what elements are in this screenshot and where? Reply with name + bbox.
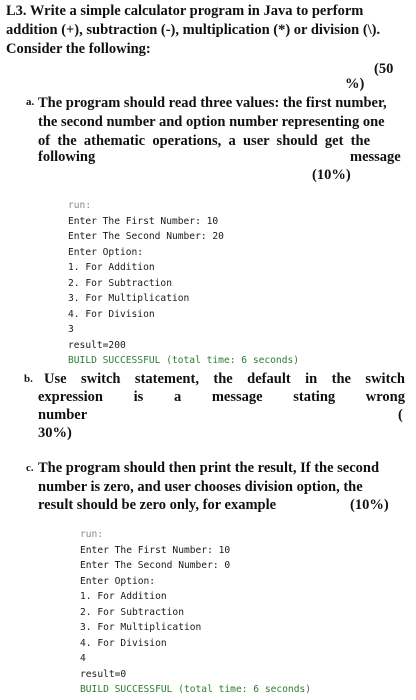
part-b-word: a [173,389,182,405]
part-b-word: expression [38,389,103,405]
part-a-marks: (10%) [312,167,351,183]
console-a-run-label: run: [68,200,92,211]
part-b-line-3-right: ( [398,407,403,423]
part-a-line-4-right: message [350,149,401,165]
console-a-line: 2. For Subtraction [68,277,172,289]
part-b-word: switch [81,371,121,387]
console-a-line: 3. For Multiplication [68,293,190,304]
console-a-line: Enter The Second Number: 20 [68,231,224,242]
part-b-line-1 [44,370,405,389]
console-a-line: Enter The First Number: 10 [68,215,219,227]
part-b-line-2 [38,388,405,407]
part-b-word: switch [365,371,405,387]
part-b-word: message [211,389,263,405]
console-c-line: Enter The Second Number: 0 [80,560,231,571]
console-c-line: Enter The First Number: 10 [80,544,231,556]
part-b-word: Use [44,371,67,387]
console-a-line: 4. For Division [68,308,155,320]
console-c-line: result=0 [80,668,127,680]
part-b-word: is [133,389,144,405]
console-c-line: 4 [80,653,86,664]
part-a-line-4-left: following [38,149,96,165]
console-a-line: 3 [68,324,74,335]
console-a-line: 1. For Addition [68,262,155,273]
question-line-1: L3. Write a simple calculator program in Java to perform [6,3,364,19]
part-c-line-2: number is zero, and user chooses division option, the [38,479,363,495]
part-b-word: in [305,371,318,387]
question-marks-part-2: %) [345,76,365,92]
console-a-line: result=200 [68,339,126,351]
question-marks-part-1: (50 [374,61,394,77]
part-b-word: stating [293,389,336,405]
console-c-run-label: run: [80,529,104,540]
part-b-line-4: 30%) [38,425,72,441]
console-output-a [68,198,299,369]
part-a-line-3: of the athematic operations, a user should get the [38,133,371,149]
part-a-line-1: The program should read three values: the first number, [38,95,387,111]
part-b-word: the [213,371,233,387]
part-b-word: statement, [134,371,199,387]
part-a-line-2: the second number and option number representing one [38,114,385,130]
console-c-line: 2. For Subtraction [80,606,184,618]
part-a-marker: a. [26,96,35,108]
part-c-line-3-left: result should be zero only, for example [38,497,277,513]
part-b-line-3-left: number [38,407,88,423]
question-line-3: Consider the following: [6,41,151,57]
console-c-build-status: BUILD SUCCESSFUL (total time: 6 seconds) [80,684,312,695]
console-c-line: 1. For Addition [80,591,167,602]
part-c-marker: c. [26,462,34,474]
question-line-2: addition (+), subtraction (-), multiplication (*) or division (\). [6,22,381,38]
part-c-line-3-right: (10%) [350,497,389,513]
part-c-line-1: The program should then print the result, If the second [38,460,380,476]
part-b-marker: b. [24,373,33,385]
part-b-word: default [247,371,291,387]
part-b-word: the [331,371,351,387]
console-c-line: 3. For Multiplication [80,622,202,633]
console-c-line: Enter Option: [80,575,156,587]
console-a-line: Enter Option: [68,246,144,258]
console-output-c [80,527,311,698]
part-b-word: wrong [365,389,405,405]
console-c-line: 4. For Division [80,637,167,649]
console-a-build-status: BUILD SUCCESSFUL (total time: 6 seconds) [68,355,300,366]
